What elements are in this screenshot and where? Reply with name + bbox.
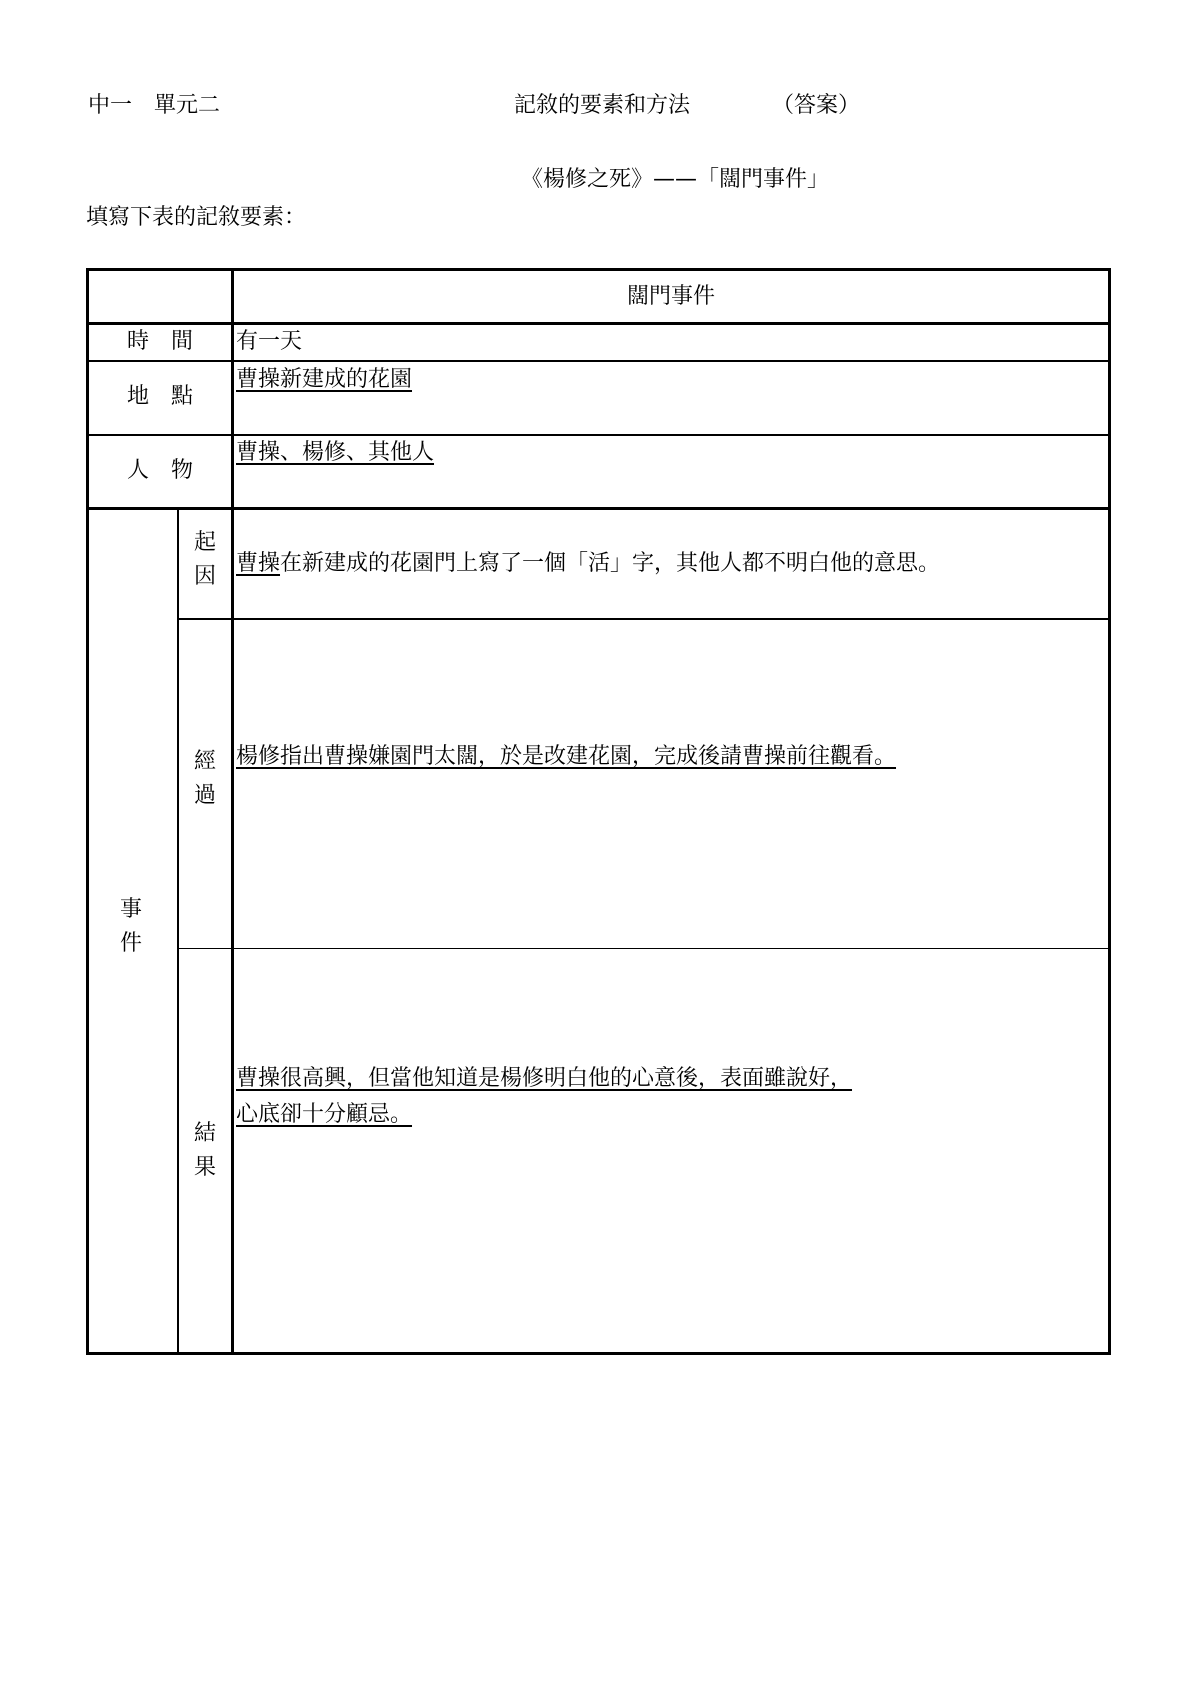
table-border-bottom xyxy=(86,1352,1111,1355)
row-line-people xyxy=(86,507,1111,510)
people-label: 人 物 xyxy=(126,458,193,483)
column-header: 闊門事件 xyxy=(626,284,715,309)
event-label: 事件 xyxy=(119,897,142,956)
table-border-left xyxy=(86,268,89,1355)
instruction-text: 填寫下表的記敘要素： xyxy=(86,205,307,230)
cause-subject: 曹操 xyxy=(236,551,281,576)
result-value-line1: 曹操很高興，但當他知道是楊修明白他的心意後，表面雖說好， xyxy=(236,1066,853,1091)
place-value: 曹操新建成的花園 xyxy=(236,367,413,392)
table-border-top xyxy=(86,268,1111,271)
people-value: 曹操、楊修、其他人 xyxy=(236,440,435,465)
column-divider xyxy=(231,268,234,1355)
row-line-time xyxy=(86,360,1111,362)
lesson-subtitle: 《楊修之死》——「闊門事件」 xyxy=(520,167,829,192)
place-label: 地 點 xyxy=(126,384,193,409)
process-value: 楊修指出曹操嫌園門太闊，於是改建花園，完成後請曹操前往觀看。 xyxy=(236,744,897,769)
cause-value xyxy=(236,547,940,581)
cause-description: 在新建成的花園門上寫了一個「活」字，其他人都不明白他的意思。 xyxy=(280,551,941,576)
row-line-cause xyxy=(177,618,1111,620)
table-border-right xyxy=(1108,268,1111,1355)
time-value: 有一天 xyxy=(236,329,303,354)
result-label: 結果 xyxy=(193,1121,216,1180)
time-label: 時 間 xyxy=(126,329,193,354)
event-sublabel-divider xyxy=(177,508,179,1354)
cause-label: 起因 xyxy=(193,530,216,589)
worksheet-title: 記敘的要素和方法 xyxy=(514,93,691,118)
result-value-line2: 心底卻十分顧忌。 xyxy=(236,1102,413,1127)
process-label: 經過 xyxy=(193,749,216,808)
unit-label: 中一 單元二 xyxy=(88,93,221,118)
answer-tag: （答案） xyxy=(772,93,861,118)
row-line-process xyxy=(177,948,1111,949)
